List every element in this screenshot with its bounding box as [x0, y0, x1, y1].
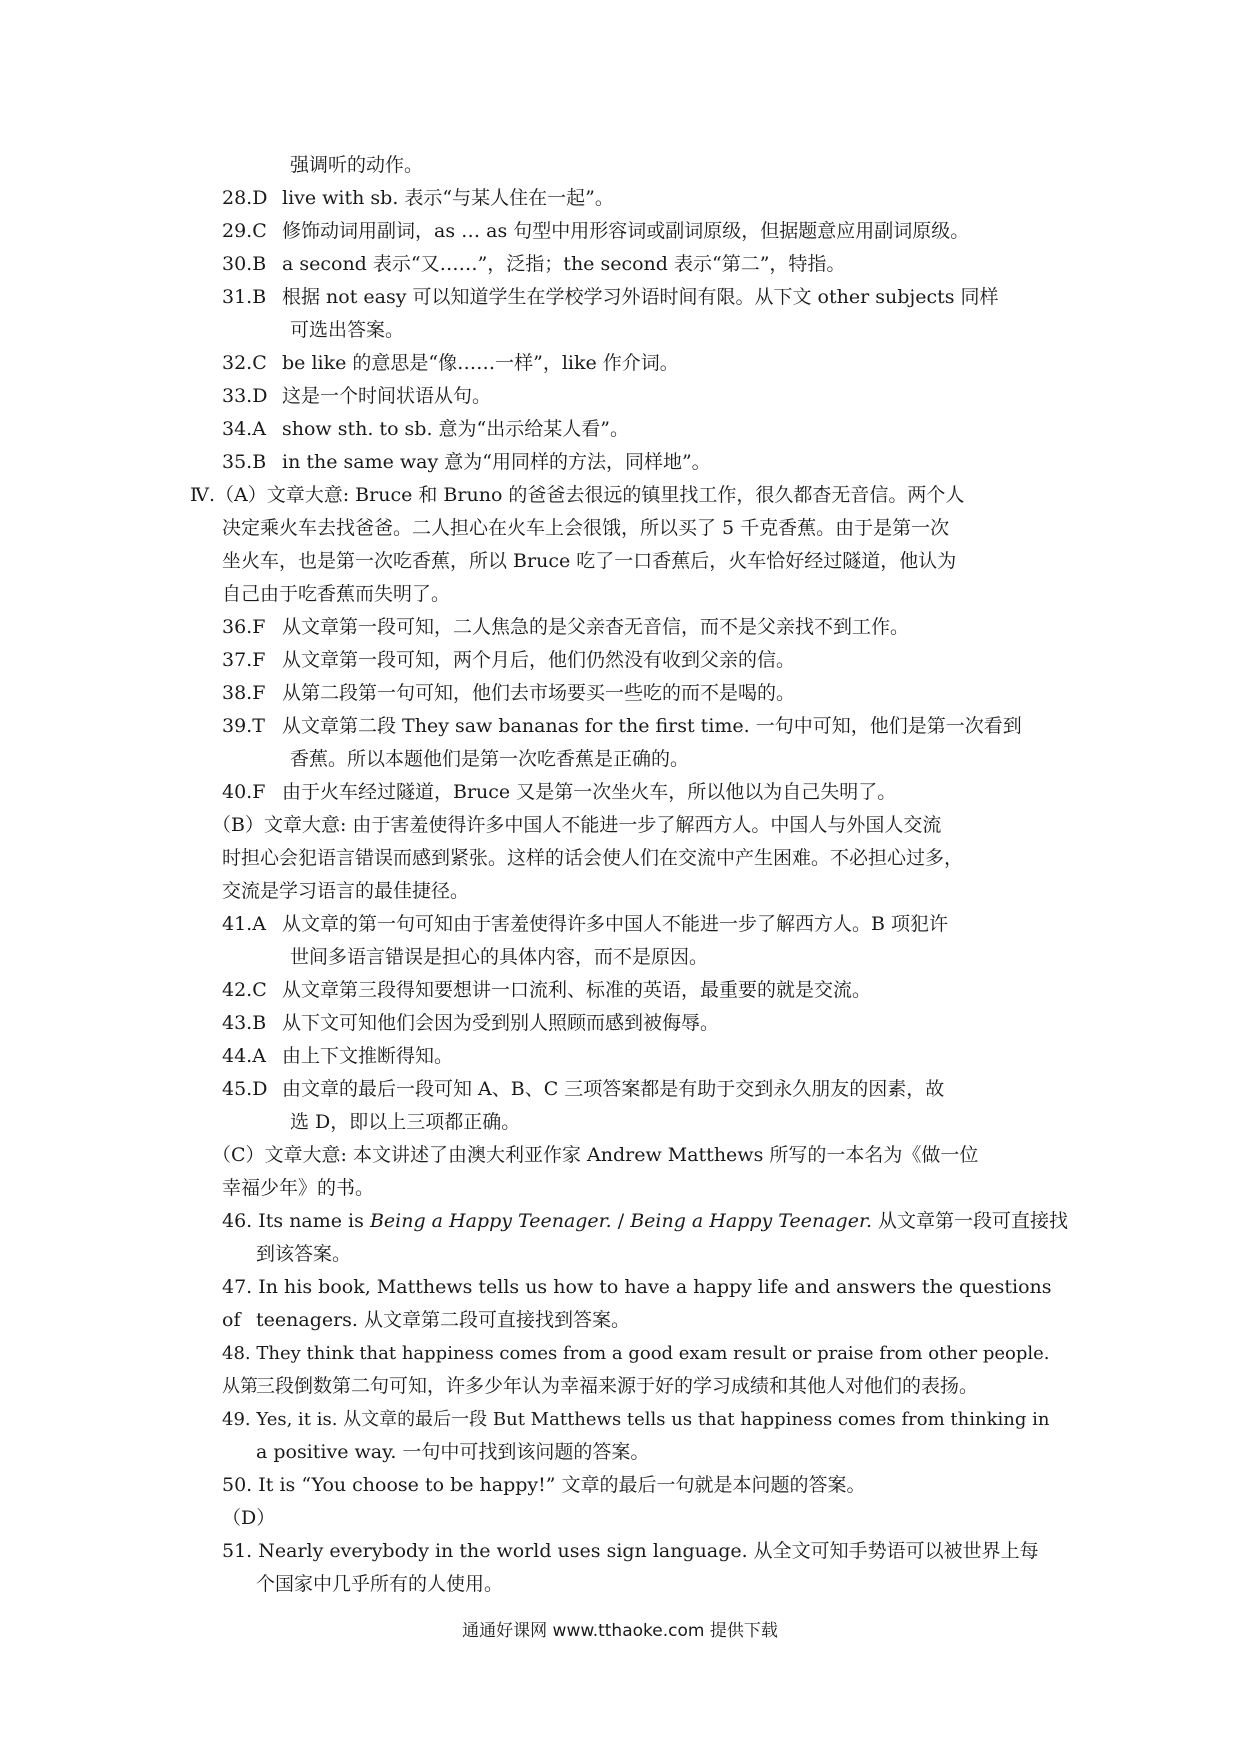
answer-47-cont	[256, 1304, 1086, 1337]
answer-49	[222, 1403, 1072, 1436]
text: （C）文章大意: 本文讲述了由澳大利亚作家 Andrew Matthews 所写的一本名为《做一位	[212, 1144, 979, 1166]
answer-number: 30.B	[222, 253, 267, 275]
section-b-summary-2	[222, 842, 1067, 875]
answer-explanation: 从文章第一段可知，二人焦急的是父亲杳无音信，而不是父亲找不到工作。	[282, 616, 910, 638]
answer-explanation: In his book, Matthews tells us how to have a happy life and answers the questions of	[222, 1276, 1052, 1331]
answer-number: 33.D	[222, 385, 268, 407]
section-iv-a-summary	[190, 479, 1035, 512]
text: （B）文章大意: 由于害羞使得许多中国人不能进一步了解西方人。中国人与外国人交流	[212, 814, 942, 836]
section-b-summary-3	[222, 875, 1067, 908]
answer-44	[222, 1040, 1052, 1073]
answer-explanation: 从文章第三段得知要想讲一口流利、标准的英语，最重要的就是交流。	[282, 979, 872, 1001]
section-iv-a-summary-3	[222, 545, 1067, 578]
answer-number: 49.	[222, 1409, 251, 1430]
answer-explanation: They think that happiness comes from a good exam result or praise from other people. 从第	[222, 1343, 1050, 1397]
section-d-label	[222, 1502, 1067, 1535]
section-c-summary	[212, 1139, 1057, 1172]
answer-number: 43.B	[222, 1012, 267, 1034]
answer-36	[222, 611, 1052, 644]
answer-number: 47.	[222, 1276, 253, 1298]
answer-51-cont	[256, 1568, 1086, 1601]
answer-explanation: 香蕉。所以本题他们是第一次吃香蕉是正确的。	[290, 748, 690, 770]
answer-explanation: 由上下文推断得知。	[282, 1045, 454, 1067]
answer-number: 42.C	[222, 979, 267, 1001]
answer-explanation: 到该答案。	[256, 1243, 352, 1265]
answer-explanation: 从文章的第一句可知由于害羞使得许多中国人不能进一步了解西方人。B 项犯许	[282, 913, 949, 935]
answer-39-cont	[290, 743, 1120, 776]
page-footer: 通通好课网 www.tthaoke.com 提供下载	[462, 1621, 778, 1641]
answer-explanation: 这是一个时间状语从句。	[282, 385, 492, 407]
answer-46	[222, 1205, 1072, 1238]
text: Ⅳ.（A）文章大意: Bruce 和 Bruno 的爸爸去很远的镇里找工作，很久都杳无音信。两个人	[190, 484, 965, 506]
answer-number: 31.B	[222, 286, 267, 308]
text: 强调听的动作。	[290, 154, 424, 176]
answer-explanation: 根据 not easy 可以知道学生在学校学习外语时间有限。从下文 other subjects 同样	[282, 286, 999, 308]
text: 时担心会犯语言错误而感到紧张。这样的话会使人们在交流中产生困难。不必担心过多，	[222, 847, 964, 869]
answer-32	[222, 347, 1052, 380]
answer-explanation: 由于火车经过隧道，Bruce 又是第一次坐火车，所以他以为自己失明了。	[282, 781, 897, 803]
answer-49-cont	[256, 1436, 1086, 1469]
answer-number: 46.	[222, 1210, 253, 1232]
answer-number: 41.A	[222, 913, 266, 935]
answer-explanation: 从文章第一段可知，两个月后，他们仍然没有收到父亲的信。	[282, 649, 796, 671]
text: 交流是学习语言的最佳捷径。	[222, 880, 470, 902]
answer-explanation: 可选出答案。	[290, 319, 405, 341]
answer-31	[222, 281, 1052, 314]
text: （D）	[222, 1507, 276, 1529]
answer-explanation: show sth. to sb. 意为“出示给某人看”。	[282, 418, 629, 440]
answer-explanation: Yes, it is. 从文章的最后一段 But Matthews tells us that happiness comes from thinking in	[256, 1409, 1050, 1430]
answer-explanation: 从下文可知他们会因为受到别人照顾而感到被侮辱。	[282, 1012, 720, 1034]
answer-explanation: 个国家中几乎所有的人使用。	[256, 1573, 504, 1595]
section-iv-a-summary-4	[222, 578, 1067, 611]
section-iv-a-summary-2	[222, 512, 1067, 545]
answer-explanation: 选 D，即以上三项都正确。	[290, 1111, 521, 1133]
answer-explanation: 由文章的最后一段可知 A、B、C 三项答案都是有助于交到永久朋友的因素，故	[282, 1078, 945, 1100]
answer-explanation: 从文章第二段 They saw bananas for the first time. 一句中可知，他们是第一次看到	[282, 715, 1022, 737]
answer-number: 32.C	[222, 352, 267, 374]
answer-number: 35.B	[222, 451, 267, 473]
answer-explanation: 世间多语言错误是担心的具体内容，而不是原因。	[290, 946, 709, 968]
answer-explanation: Its name is	[258, 1210, 370, 1232]
section-b-summary	[212, 809, 1057, 842]
answer-explanation: be like 的意思是“像……一样”，like 作介词。	[282, 352, 679, 374]
answer-explanation: Nearly everybody in the world uses sign language. 从全文可知手势语可以被世界上每	[258, 1540, 1039, 1562]
answer-48-cont	[256, 1370, 1086, 1403]
answer-39	[222, 710, 1052, 743]
line-continuation	[290, 149, 1120, 182]
answer-explanation: a second 表示“又……”，泛指；the second 表示“第二”，特指。	[282, 253, 846, 275]
book-title: Being a Happy Teenager.	[369, 1210, 612, 1232]
answer-50	[222, 1469, 1052, 1502]
answer-30	[222, 248, 1052, 281]
answer-number: 48.	[222, 1343, 251, 1364]
text: 幸福少年》的书。	[222, 1177, 375, 1199]
answer-34	[222, 413, 1052, 446]
section-c-summary-2	[222, 1172, 1067, 1205]
answer-29	[222, 215, 1052, 248]
answer-42	[222, 974, 1052, 1007]
book-title: Being a Happy Teenager.	[630, 1210, 872, 1232]
text: 决定乘火车去找爸爸。二人担心在火车上会很饿，所以买了 5 千克香蕉。由于是第一次	[222, 517, 950, 539]
answer-number: 45.D	[222, 1078, 268, 1100]
answer-explanation: in the same way 意为“用同样的方法，同样地”。	[282, 451, 711, 473]
answer-45-cont	[290, 1106, 1120, 1139]
answer-explanation: 修饰动词用副词，as … as 句型中用形容词或副词原级，但据题意应用副词原级。	[282, 220, 970, 242]
answer-number: 36.F	[222, 616, 266, 638]
answer-43	[222, 1007, 1052, 1040]
answer-31-cont	[290, 314, 1120, 347]
answer-45	[222, 1073, 1052, 1106]
answer-37	[222, 644, 1052, 677]
answer-number: 34.A	[222, 418, 266, 440]
answer-explanation: 三段倒数第二句可知，许多少年认为幸福来源于好的学习成绩和其他人对他们的表扬。	[256, 1375, 979, 1397]
answer-number: 40.F	[222, 781, 266, 803]
answer-number: 29.C	[222, 220, 267, 242]
answer-41-cont	[290, 941, 1120, 974]
answer-explanation: a positive way. 一句中可找到该问题的答案。	[256, 1441, 650, 1463]
answer-number: 39.T	[222, 715, 265, 737]
answer-46-cont	[256, 1238, 1086, 1271]
answer-51	[222, 1535, 1072, 1568]
answer-explanation: live with sb. 表示“与某人住在一起”。	[282, 187, 614, 209]
answer-33	[222, 380, 1052, 413]
answer-number: 28.D	[222, 187, 268, 209]
answer-number: 38.F	[222, 682, 266, 704]
answer-number: 50.	[222, 1474, 253, 1496]
answer-38	[222, 677, 1052, 710]
answer-number: 44.A	[222, 1045, 266, 1067]
answer-number: 51.	[222, 1540, 253, 1562]
text: 自己由于吃香蕉而失明了。	[222, 583, 451, 605]
answer-28	[222, 182, 1052, 215]
answer-explanation: teenagers. 从文章第二段可直接找到答案。	[256, 1309, 631, 1331]
text: 坐火车，也是第一次吃香蕉，所以 Bruce 吃了一口香蕉后，火车恰好经过隧道，他认为	[222, 550, 957, 572]
answer-40	[222, 776, 1052, 809]
answer-explanation: 从第二段第一句可知，他们去市场要买一些吃的而不是喝的。	[282, 682, 796, 704]
answer-explanation: It is “You choose to be happy!” 文章的最后一句就是本问题的答案。	[258, 1474, 866, 1496]
separator: /	[611, 1210, 631, 1232]
answer-35	[222, 446, 1052, 479]
answer-explanation: 从文章第一段可直接找	[871, 1210, 1069, 1232]
answer-number: 37.F	[222, 649, 266, 671]
answer-41	[222, 908, 1052, 941]
